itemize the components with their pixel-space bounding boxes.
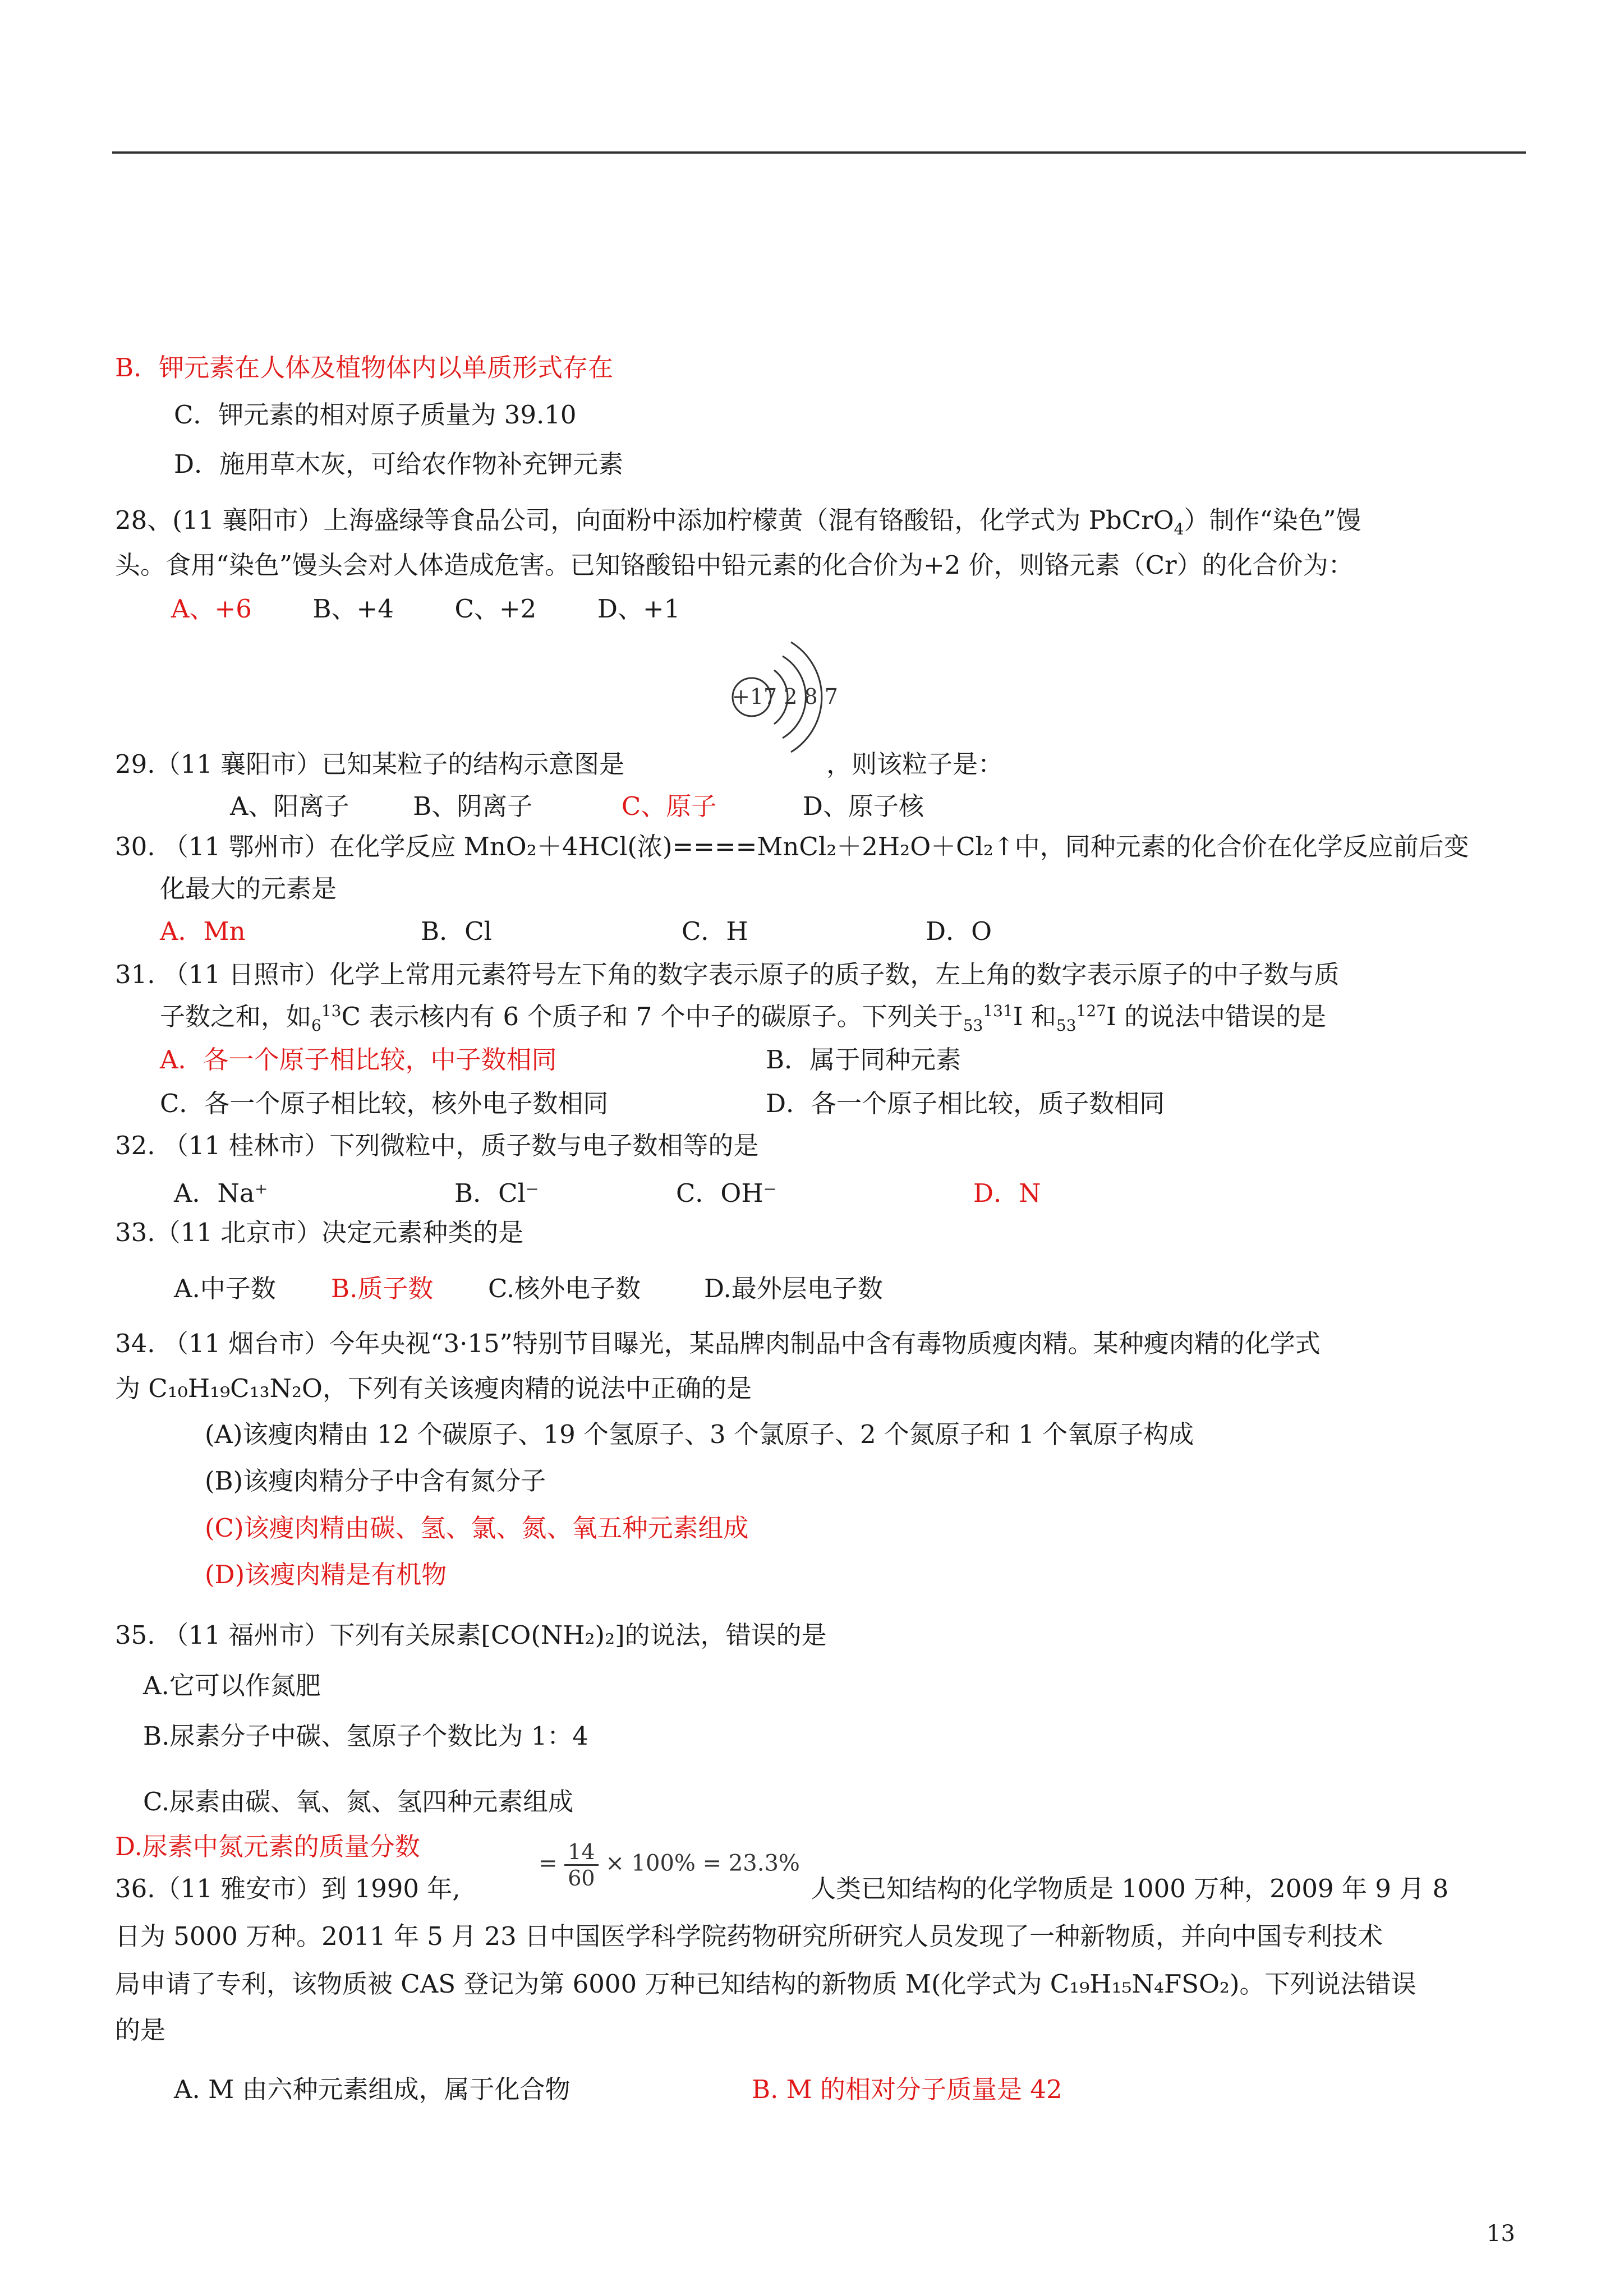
q30-option-c: C．H <box>682 916 748 946</box>
q28-option-d: D、+1 <box>597 594 680 624</box>
q33-option-c: C.核外电子数 <box>488 1274 641 1303</box>
q30-option-d: D．O <box>926 916 992 946</box>
q28-stem-text-a: 28、(11 襄阳市）上海盛绿等食品公司，向面粉中添加柠檬黄（混有铬酸铅，化学式为 PbCrO <box>115 505 1174 535</box>
q31-option-c: C．各一个原子相比较，核外电子数相同 <box>160 1089 609 1118</box>
q28-options <box>171 593 680 625</box>
q36-option-a: A. M 由六种元素组成，属于化合物 <box>174 2074 571 2104</box>
q35-stem: 35. （11 福州市）下列有关尿素[CO(NH₂)₂]的说法，错误的是 <box>115 1620 827 1650</box>
q35-option-a: A.它可以作氮肥 <box>143 1671 321 1700</box>
q34-stem-line1: 34. （11 烟台市）今年央视“3·15”特别节目曝光，某品牌肉制品中含有毒物质瘦肉精。某种瘦肉精的化学式 <box>115 1329 1321 1358</box>
q32-options <box>174 1178 1041 1209</box>
q35-formula: = $\frac{14}{60}$ × 100% = 23.3% <box>539 1839 800 1891</box>
q36-option-b: B. M 的相对分子质量是 42 <box>752 2074 1062 2104</box>
q35-formula-rest: × 100% = 23.3% <box>605 1850 800 1877</box>
q32-option-c: C．OH⁻ <box>676 1178 777 1208</box>
q28-stem-line2: 头。食用“染色”馒头会对人体造成危害。已知铬酸铅中铅元素的化合价为+2 价，则铬元素（Cr）的化合价为： <box>115 550 1354 580</box>
q32-option-b: B．Cl⁻ <box>454 1178 539 1208</box>
q31-option-a: A．各一个原子相比较，中子数相同 <box>160 1045 557 1075</box>
q29-options <box>230 791 924 822</box>
q31-sup-1: 13 <box>321 1002 342 1020</box>
q29-stem <box>115 749 1003 780</box>
q34-option-a: (A)该瘦肉精由 12 个碳原子、19 个氢原子、3 个氯原子、2 个氮原子和 1 个氧原子构成 <box>205 1419 1194 1449</box>
q36-stem-line3: 局申请了专利，该物质被 CAS 登记为第 6000 万种已知结构的新物质 M(化学式为 C₁₉H₁₅N₄FSO₂)。下列说法错误 <box>115 1969 1416 1999</box>
q31-sub-3: 53 <box>1056 1016 1076 1035</box>
q35-option-d: D.尿素中氮元素的质量分数 <box>115 1832 420 1861</box>
q28-option-a: A、+6 <box>171 594 252 624</box>
q35-fraction-denominator: 60 <box>568 1866 595 1891</box>
q31-option-d: D．各一个原子相比较，质子数相同 <box>766 1089 1165 1118</box>
q30-options <box>160 916 992 947</box>
q34-option-b: (B)该瘦肉精分子中含有氮分子 <box>205 1466 546 1496</box>
q29-option-a: A、阳离子 <box>230 791 349 821</box>
q28-stem-text-b: ）制作“染色”馒 <box>1184 505 1361 535</box>
q31-text-c: I 和 <box>1013 1002 1056 1031</box>
q29-stem-text-b: ，则该粒子是： <box>826 749 1004 779</box>
q28-option-c: C、+2 <box>454 594 537 624</box>
q31-text-d: I 的说法中错误的是 <box>1106 1002 1327 1031</box>
q33-option-d: D.最外层电子数 <box>704 1274 883 1303</box>
q36-options <box>174 2074 1062 2105</box>
q36-stem-line2: 日为 5000 万种。2011 年 5 月 23 日中国医学科学院药物研究所研究人员发现了一种新物质，并向中国专利技术 <box>115 1921 1383 1951</box>
q34-option-d: (D)该瘦肉精是有机物 <box>205 1560 447 1589</box>
q33-options <box>174 1273 883 1304</box>
q33-stem: 33.（11 北京市）决定元素种类的是 <box>115 1218 524 1247</box>
q30-stem-line1: 30. （11 鄂州市）在化学反应 MnO₂＋4HCl(浓)====MnCl₂＋2H₂O＋Cl₂↑中，同种元素的化合价在化学反应前后变 <box>115 832 1469 861</box>
q36-stem-line1-b: 人类已知结构的化学物质是 1000 万种，2009 年 9 月 8 <box>811 1874 1449 1903</box>
q29-option-d: D、原子核 <box>802 791 924 821</box>
q27-option-c: C．钾元素的相对原子质量为 39.10 <box>174 400 577 430</box>
q35-option-c: C.尿素由碳、氧、氮、氢四种元素组成 <box>143 1787 574 1816</box>
q34-option-c: (C)该瘦肉精由碳、氢、氯、氮、氧五种元素组成 <box>205 1513 749 1543</box>
q35-fraction <box>564 1839 598 1891</box>
q31-sup-2: 131 <box>983 1002 1013 1020</box>
q30-option-a: A．Mn <box>160 916 246 946</box>
q36-stem-line4: 的是 <box>115 2015 166 2045</box>
q31-text-a: 子数之和，如 <box>160 1002 312 1031</box>
q27-option-b: B．钾元素在人体及植物体内以单质形式存在 <box>115 353 614 382</box>
atom-diagram-label: +17 2 8 7 <box>732 684 838 709</box>
header-rule <box>112 151 1526 154</box>
q30-stem-line2: 化最大的元素是 <box>160 874 337 903</box>
q35-fraction-numerator: 14 <box>564 1839 598 1866</box>
q29-stem-text-a: 29.（11 襄阳市）已知某粒子的结构示意图是 <box>115 749 625 779</box>
q33-option-b: B.质子数 <box>331 1274 434 1303</box>
q29-option-b: B、阴离子 <box>413 791 533 821</box>
q34-stem-line2: 为 C₁₀H₁₉C₁₃N₂O，下列有关该瘦肉精的说法中正确的是 <box>115 1373 752 1403</box>
q31-sub-2: 53 <box>963 1016 983 1035</box>
q27-option-d: D．施用草木灰，可给农作物补充钾元素 <box>174 449 624 479</box>
q33-option-a: A.中子数 <box>174 1274 276 1303</box>
q31-options-row1 <box>160 1044 961 1076</box>
q32-stem: 32. （11 桂林市）下列微粒中，质子数与电子数相等的是 <box>115 1131 759 1160</box>
q35-option-b: B.尿素分子中碳、氢原子个数比为 1：4 <box>143 1721 588 1751</box>
q31-option-b: B．属于同种元素 <box>766 1045 961 1075</box>
q31-sup-3: 127 <box>1076 1002 1106 1020</box>
q32-option-d: D．N <box>973 1178 1041 1208</box>
q31-stem-line1: 31. （11 日照市）化学上常用元素符号左下角的数字表示原子的质子数，左上角的数字表示原子的中子数与质 <box>115 960 1340 989</box>
q31-options-row2 <box>160 1088 1165 1119</box>
q28-stem-line1 <box>115 505 1361 536</box>
q31-text-b: C 表示核内有 6 个质子和 7 个中子的碳原子。下列关于 <box>341 1002 963 1031</box>
q36-stem-line1-a: 36.（11 雅安市）到 1990 年, <box>115 1874 461 1903</box>
q28-subscript: 4 <box>1174 520 1184 538</box>
q32-option-a: A．Na⁺ <box>174 1178 268 1208</box>
q28-option-b: B、+4 <box>312 594 394 624</box>
q31-stem-line2 <box>160 1001 1327 1035</box>
q31-sub-1: 6 <box>311 1016 321 1035</box>
q30-option-b: B．Cl <box>421 916 492 946</box>
q29-option-c: C、原子 <box>621 791 717 821</box>
page-number: 13 <box>1487 2221 1515 2247</box>
